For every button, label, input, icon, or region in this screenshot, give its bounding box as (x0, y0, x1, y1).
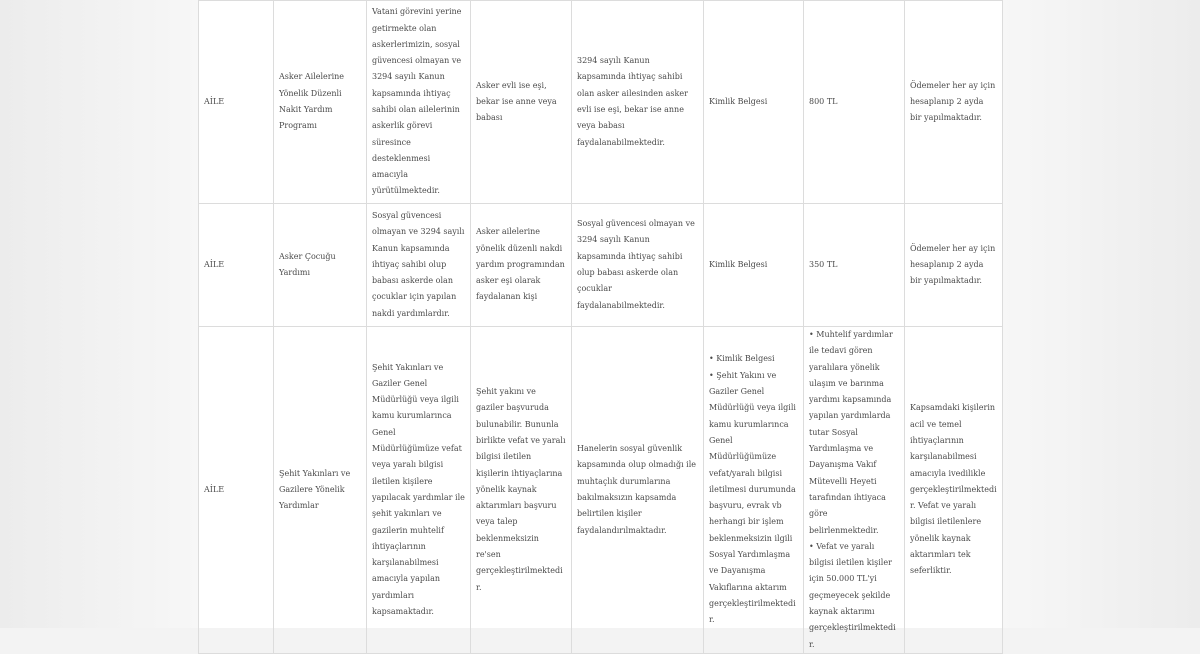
blurred-backdrop-right (1002, 0, 1200, 628)
table-row (199, 204, 1003, 327)
documents-cell: Kimlik Belgesi (704, 204, 804, 327)
amount-cell: 800 TL (804, 1, 905, 204)
list-item: • Şehit Yakını ve Gaziler Genel Müdürlüğü veya ilgili kamu kurumlarınca Genel Müdürlüğümüze vefat/yaralı bilgisi iletilmesi durumunda başvuru, evrak vb herhangi bir işlem beklenmeksizin ilgili Sosyal Yardımlaşma ve Dayanışma Vakıflarına aktarım gerçekleştirilmektedir. (709, 368, 798, 629)
program-name-cell: Asker Ailelerine Yönelik Düzenli Nakit Yardım Programı (274, 1, 367, 204)
category-cell: AİLE (199, 204, 274, 327)
table-row (199, 1, 1003, 204)
notes-cell: Kapsamdaki kişilerin acil ve temel ihtiyaçlarının karşılanabilmesi amacıyla ivedilikle gerçekleştirilmektedir. Vefat ve yaralı bilgisi iletilenlere yönelik kaynak aktarımları tek seferliktir. (905, 327, 1003, 654)
aid-table-container (198, 0, 1002, 649)
list-item: • Kimlik Belgesi (709, 351, 798, 367)
purpose-cell: Şehit Yakınları ve Gaziler Genel Müdürlüğü veya ilgili kamu kurumlarınca Genel Müdürlüğümüze vefat veya yaralı bilgisi iletilen kişilere yapılacak yardımlar ile şehit yakınları ve gazilerin muhtelif ihtiyaçlarının karşılanabilmesi amacıyla yapılan yardımları kapsamaktadır. (367, 327, 471, 654)
notes-cell: Ödemeler her ay için hesaplanıp 2 ayda bir yapılmaktadır. (905, 1, 1003, 204)
beneficiary-cell: Şehit yakını ve gaziler başvuruda bulunabilir. Bununla birlikte vefat ve yaralı bilgisi iletilen kişilerin ihtiyaçlarına yönelik kaynak aktarımları başvuru veya talep beklenmeksizin re'sen gerçekleştirilmektedir. (471, 327, 572, 654)
blurred-backdrop-left (0, 0, 198, 628)
notes-cell: Ödemeler her ay için hesaplanıp 2 ayda bir yapılmaktadır. (905, 204, 1003, 327)
table-row (199, 327, 1003, 654)
amount-cell: 350 TL (804, 204, 905, 327)
amount-cell (804, 327, 905, 654)
condition-cell: Hanelerin sosyal güvenlik kapsamında olup olmadığı ile muhtaçlık durumlarına bakılmaksızın kapsamda belirtilen kişiler faydalandırılmaktadır. (572, 327, 704, 654)
program-name-cell: Asker Çocuğu Yardımı (274, 204, 367, 327)
list-item: • Vefat ve yaralı bilgisi iletilen kişiler için 50.000 TL'yi geçmeyecek şekilde kaynak aktarımı gerçekleştirilmektedir. (809, 539, 899, 653)
program-name-cell: Şehit Yakınları ve Gazilere Yönelik Yardımlar (274, 327, 367, 654)
condition-cell: Sosyal güvencesi olmayan ve 3294 sayılı Kanun kapsamında ihtiyaç sahibi olup babası askerde olan çocuklar faydalanabilmektedir. (572, 204, 704, 327)
documents-cell (704, 327, 804, 654)
documents-cell: Kimlik Belgesi (704, 1, 804, 204)
list-item: • Muhtelif yardımlar ile tedavi gören yaralılara yönelik ulaşım ve barınma yardımı kapsamında yapılan yardımlarda tutar Sosyal Yardımlaşma ve Dayanışma Vakıf Mütevelli Heyeti tarafından ihtiyaca göre belirlenmektedir. (809, 327, 899, 539)
beneficiary-cell: Asker evli ise eşi, bekar ise anne veya babası (471, 1, 572, 204)
condition-cell: 3294 sayılı Kanun kapsamında ihtiyaç sahibi olan asker ailesinden asker evli ise eşi, bekar ise anne veya babası faydalanabilmektedir. (572, 1, 704, 204)
purpose-cell: Sosyal güvencesi olmayan ve 3294 sayılı Kanun kapsamında ihtiyaç sahibi olup babası askerde olan çocuklar için yapılan nakdi yardımlardır. (367, 204, 471, 327)
amount-list (809, 327, 899, 653)
category-cell: AİLE (199, 1, 274, 204)
beneficiary-cell: Asker ailelerine yönelik düzenli nakdi yardım programından asker eşi olarak faydalanan kişi (471, 204, 572, 327)
purpose-cell: Vatani görevini yerine getirmekte olan askerlerimizin, sosyal güvencesi olmayan ve 3294 sayılı Kanun kapsamında ihtiyaç sahibi olan ailelerinin askerlik görevi süresince desteklenmesi amacıyla yürütülmektedir. (367, 1, 471, 204)
documents-list (709, 351, 798, 628)
aid-programs-table (198, 0, 1003, 654)
category-cell: AİLE (199, 327, 274, 654)
